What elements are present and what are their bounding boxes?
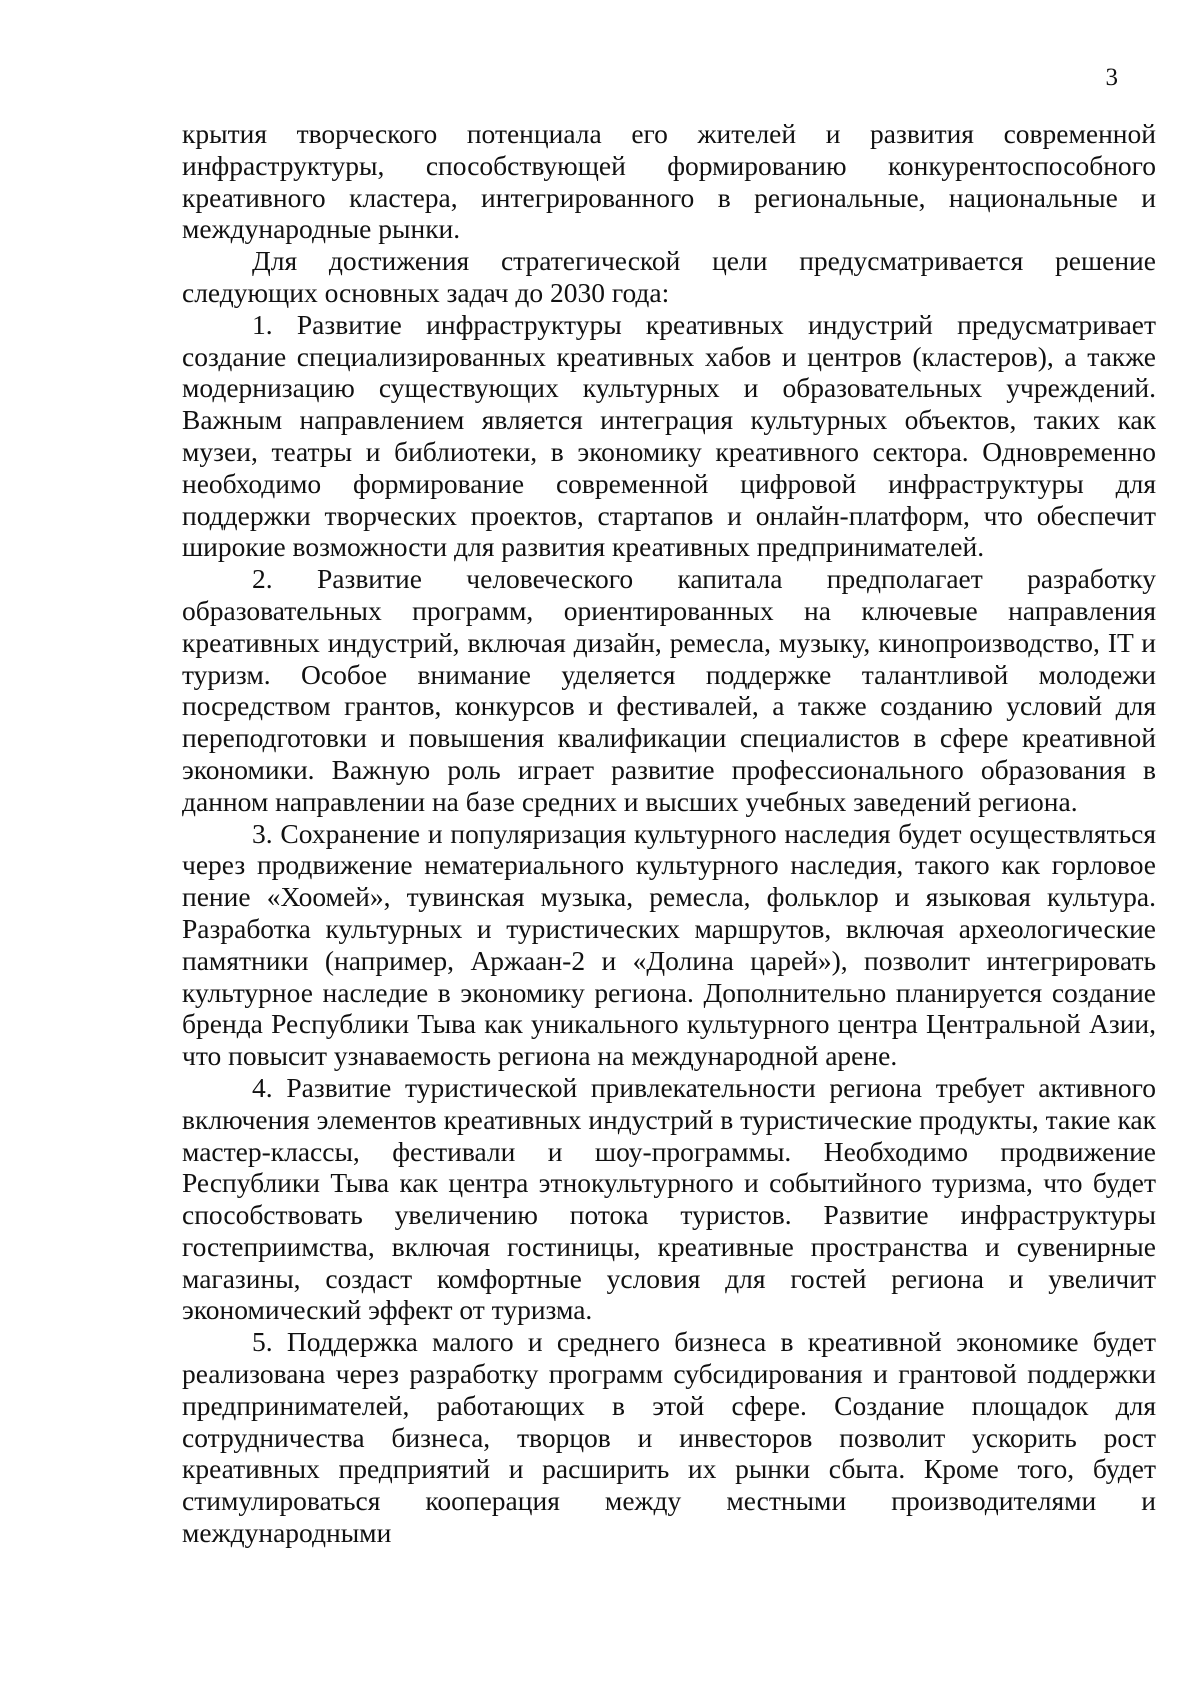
paragraph-task-4: 4. Развитие туристической привлекательности региона требует активного включения элементов креативных индустрий в туристические продукты, такие как мастер-классы, фестивали и шоу-программы. Необходимо продвижение Республики Тыва как центра этнокультурного и событийного туризма, что будет способствовать увеличению потока туристов. Развитие инфраструктуры гостеприимства, включая гостиницы, креативные пространства и сувенирные магазины, создаст комфортные условия для гостей региона и увеличит экономический эффект от туризма. bbox=[182, 1071, 1156, 1326]
document-body bbox=[182, 118, 1156, 1549]
paragraph-tasks-intro: Для достижения стратегической цели предусматривается решение следующих основных задач до 2030 года: bbox=[182, 245, 1156, 308]
page-number: 3 bbox=[1105, 64, 1118, 91]
paragraph-continued: крытия творческого потенциала его жителей и развития современной инфраструктуры, способствующей формированию конкурентоспособного креативного кластера, интегрированного в региональные, национальные и международные рынки. bbox=[182, 118, 1156, 245]
paragraph-task-1: 1. Развитие инфраструктуры креативных индустрий предусматривает создание специализированных креативных хабов и центров (кластеров), а также модернизацию существующих культурных и образовательных учреждений. Важным направлением является интеграция культурных объектов, таких как музеи, театры и библиотеки, в экономику креативного сектора. Одновременно необходимо формирование современной цифровой инфраструктуры для поддержки творческих проектов, стартапов и онлайн-платформ, что обеспечит широкие возможности для развития креативных предпринимателей. bbox=[182, 308, 1156, 563]
paragraph-task-3: 3. Сохранение и популяризация культурного наследия будет осуществляться через продвижение нематериального культурного наследия, такого как горловое пение «Хоомей», тувинская музыка, ремесла, фольклор и языковая культура. Разработка культурных и туристических маршрутов, включая археологические памятники (например, Аржаан-2 и «Долина царей»), позволит интегрировать культурное наследие в экономику региона. Дополнительно планируется создание бренда Республики Тыва как уникального культурного центра Центральной Азии, что повысит узнаваемость региона на международной арене. bbox=[182, 817, 1156, 1072]
paragraph-task-5: 5. Поддержка малого и среднего бизнеса в креативной экономике будет реализована через разработку программ субсидирования и грантовой поддержки предпринимателей, работающих в этой сфере. Создание площадок для сотрудничества бизнеса, творцов и инвесторов позволит ускорить рост креативных предприятий и расширить их рынки сбыта. Кроме того, будет стимулироваться кооперация между местными производителями и международными bbox=[182, 1326, 1156, 1549]
paragraph-task-2: 2. Развитие человеческого капитала предполагает разработку образовательных программ, ориентированных на ключевые направления креативных индустрий, включая дизайн, ремесла, музыку, кинопроизводство, IT и туризм. Особое внимание уделяется поддержке талантливой молодежи посредством грантов, конкурсов и фестивалей, а также созданию условий для переподготовки и повышения квалификации специалистов в сфере креативной экономики. Важную роль играет развитие профессионального образования в данном направлении на базе средних и высших учебных заведений региона. bbox=[182, 563, 1156, 817]
